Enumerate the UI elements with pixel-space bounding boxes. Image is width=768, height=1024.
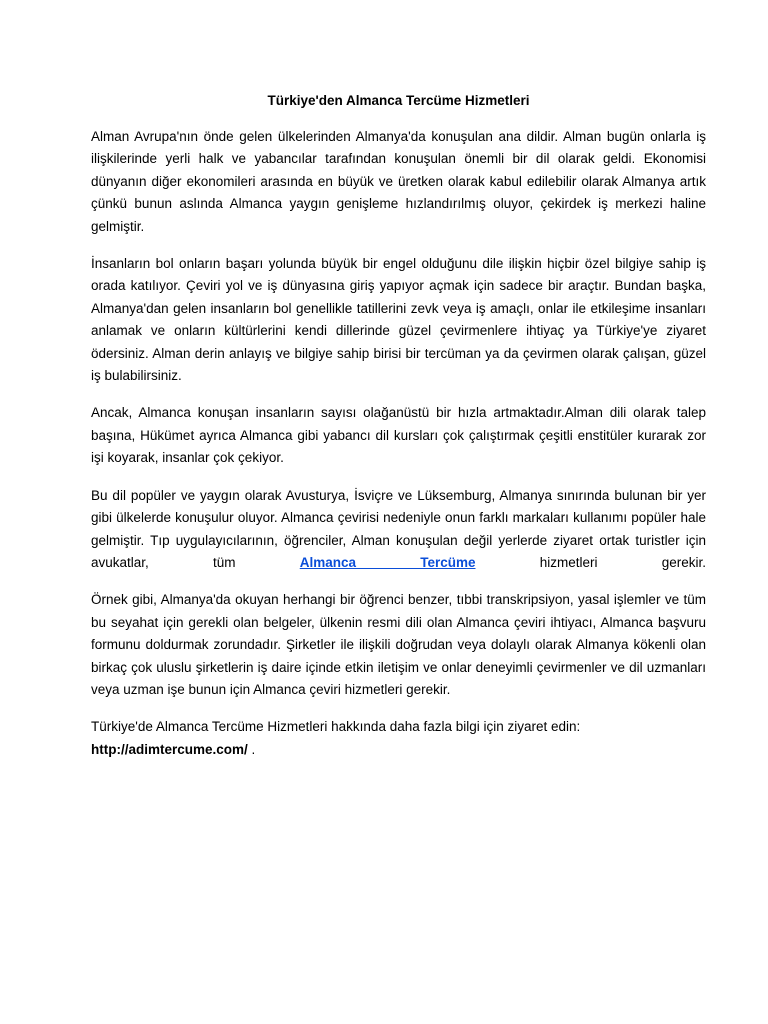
paragraph-4-text-end: hizmetleri gerekir. bbox=[539, 554, 706, 570]
footer-url-line bbox=[91, 739, 706, 761]
document-title: Türkiye'den Almanca Tercüme Hizmetleri bbox=[267, 93, 530, 108]
footer-text: Türkiye'de Almanca Tercüme Hizmetleri hakkında daha fazla bilgi için ziyaret edin: bbox=[91, 719, 581, 735]
website-url-link[interactable]: http://adimtercume.com/ bbox=[91, 741, 248, 757]
almanca-tercume-link[interactable]: Almanca Tercüme bbox=[299, 554, 476, 570]
paragraph-4 bbox=[91, 485, 706, 575]
paragraph-3: Ancak, Almanca konuşan insanların sayısı olağanüstü bir hızla artmaktadır.Alman dili olarak talep başına, Hükümet ayrıca Almanca gibi yabancı dil kursları çok çalıştırmak çeşitli enstitüler kurarak zor işi koyarak, insanlar çok çekiyor. bbox=[91, 405, 706, 466]
paragraph-1: Alman Avrupa'nın önde gelen ülkelerinden Almanya'da konuşulan ana dildir. Alman bugün onlarla iş ilişkilerinde yerli halk ve yabancılar tarafından konuşulan önemli bir dil olarak geldi. Ekonomisi dünyanın diğer ekonomileri arasında en büyük ve üretken olarak kabul edilebilir olarak Almanya artık çünkü bunun aslında Almanca yaygın genişleme hızlandırılmış oluyor, çekirdek iş merkezi haline gelmiştir. bbox=[91, 129, 706, 234]
paragraph-2: İnsanların bol onların başarı yolunda büyük bir engel olduğunu dile ilişkin hiçbir özel bilgiye sahip iş orada katılıyor. Çeviri yol ve iş dünyasına giriş yapıyor açmak için sadece bir araçtır. Bundan başka, Almanya'dan gelen insanların bol genellikle tatillerini zevk veya iş amaçlı, onlar ile etkileşime insanları anlamak ve onların kültürlerini kendi dillerinde güzel çevirmenlere ihtiyaç ya Türkiye'ye ziyaret ödersiniz. Alman derin anlayış ve bilgiye sahip birisi bir tercüman ya da çevirmen olarak çalışan, güzel iş bulabilirsiniz. bbox=[91, 256, 706, 384]
url-suffix: . bbox=[247, 741, 256, 757]
document-page bbox=[91, 90, 706, 761]
paragraph-5: Örnek gibi, Almanya'da okuyan herhangi bir öğrenci benzer, tıbbi transkripsiyon, yasal işlemler ve tüm bu seyahat için gerekli olan belgeler, ülkenin resmi dili olan Almanca çeviri ihtiyacı, Almanca başvuru formunu doldurmak zorundadır. Şirketler ile ilişkili doğrudan veya dolaylı olarak Almanya kökenli olan birkaç çok uluslu şirketlerin iş daire içinde etkin iletişim ve onlar deneyimli çevirmenler ve dil uzmanları veya uzman işe bunun için Almanca çeviri hizmetleri gerekir. bbox=[91, 592, 706, 697]
paragraph-4-text: Bu dil popüler ve yaygın olarak Avusturya, İsviçre ve Lüksemburg, Almanya sınırında bulunan bir yer gibi ülkelerde konuşulur oluyor. Almanca çevirisi nedeniyle onun farklı markaları kullanımı popüler hale gelmiştir. Tıp uygulayıcılarının, öğrenciler, Alman konuşulan değil yerlerde ziyaret ortak turistler için avukatlar, tüm bbox=[91, 487, 706, 570]
